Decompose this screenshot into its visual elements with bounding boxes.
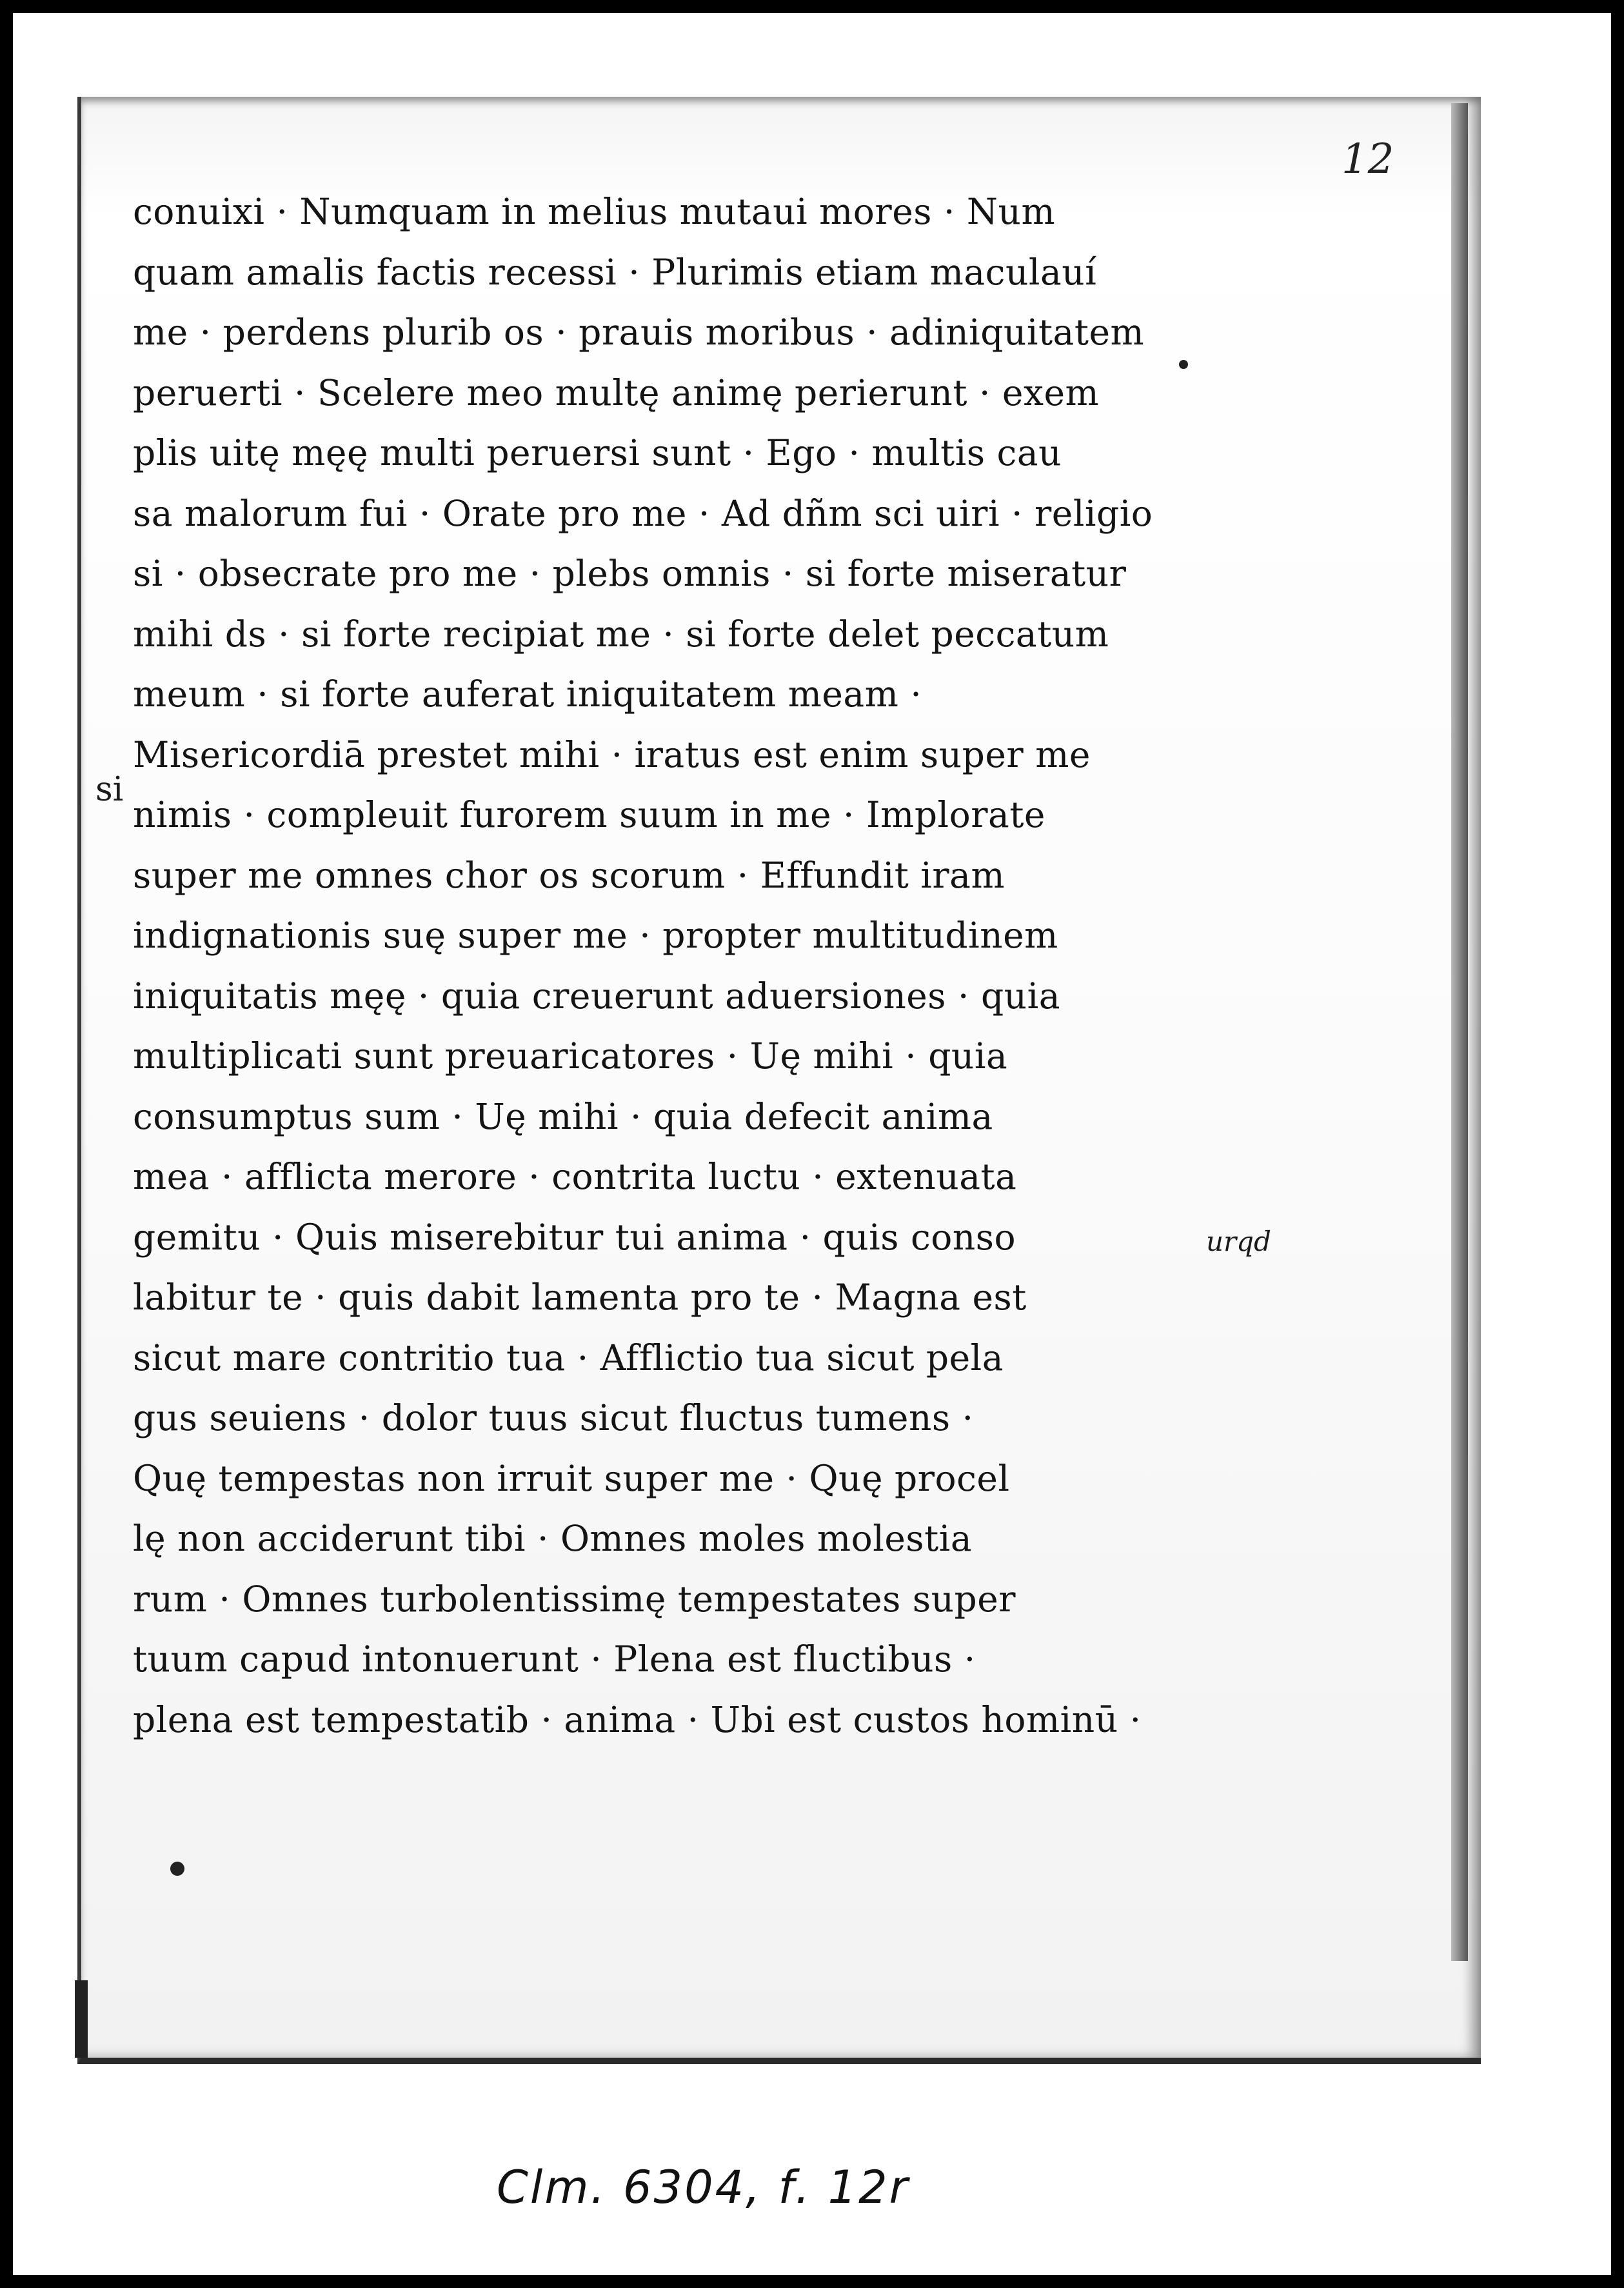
text-line: labitur te · quis dabit lamenta pro te · Magna est xyxy=(133,1277,1027,1318)
text-line: super me omnes chor os scorum · Effundit iram xyxy=(133,854,1005,896)
text-line: conuixi · Numquam in melius mutaui mores · Num xyxy=(133,191,1056,232)
ink-dot xyxy=(1179,360,1188,369)
text-line: gus seuiens · dolor tuus sicut fluctus tumens · xyxy=(133,1397,974,1438)
text-line: rum · Omnes turbolentissimę tempestates super xyxy=(133,1578,1016,1620)
folio-number: 12 xyxy=(1342,135,1394,183)
shelfmark-caption: Clm. 6304, f. 12r xyxy=(497,2161,910,2214)
text-line: indignationis suę super me · propter multitudinem xyxy=(133,915,1058,956)
photo-sheet xyxy=(13,13,1611,2275)
folio-right-edge xyxy=(1451,103,1468,1961)
text-line: plis uitę męę multi peruersi sunt · Ego · multis cau xyxy=(133,432,1062,473)
text-line: mea · afflicta merore · contrita luctu · extenuata xyxy=(133,1156,1017,1197)
text-line: tuum capud intonuerunt · Plena est fluctibus · xyxy=(133,1638,976,1680)
text-line: iniquitatis męę · quia creuerunt aduersiones · quia xyxy=(133,975,1060,1017)
margin-note-left: si xyxy=(95,770,124,809)
text-line: peruerti · Scelere meo multę animę perierunt · exem xyxy=(133,372,1100,413)
text-line: si · obsecrate pro me · plebs omnis · si forte miseratur xyxy=(133,553,1127,594)
text-line: multiplicati sunt preuaricatores · Uę mihi · quia xyxy=(133,1035,1008,1077)
margin-note-right: urqd xyxy=(1206,1226,1271,1257)
text-line: meum · si forte auferat iniquitatem meam · xyxy=(133,673,922,715)
text-line: lę non acciderunt tibi · Omnes moles molestia xyxy=(133,1518,973,1559)
text-line: sicut mare contritio tua · Afflictio tua sicut pela xyxy=(133,1337,1004,1378)
text-line: sa malorum fui · Orate pro me · Ad dñm sci uiri · religio xyxy=(133,492,1153,534)
text-line: gemitu · Quis miserebitur tui anima · quis conso xyxy=(133,1216,1016,1258)
text-line: consumptus sum · Uę mihi · quia defecit anima xyxy=(133,1095,993,1137)
manuscript-text xyxy=(133,182,1216,1750)
text-line: me · perdens plurib os · prauis moribus · adiniquitatem xyxy=(133,312,1145,353)
text-line: Quę tempestas non irruit super me · Quę procel xyxy=(133,1457,1010,1499)
folio-left-shadow xyxy=(75,1980,88,2058)
text-line: plena est tempestatib · anima · Ubi est custos hominū · xyxy=(133,1698,1142,1740)
text-line: quam amalis factis recessi · Plurimis etiam maculauí xyxy=(133,251,1097,293)
text-line: Misericordiā prestet mihi · iratus est enim super me xyxy=(133,733,1091,775)
ink-dot xyxy=(170,1862,184,1876)
text-line: nimis · compleuit furorem suum in me · Implorate xyxy=(133,794,1045,835)
text-line: mihi ds · si forte recipiat me · si forte delet peccatum xyxy=(133,613,1109,655)
